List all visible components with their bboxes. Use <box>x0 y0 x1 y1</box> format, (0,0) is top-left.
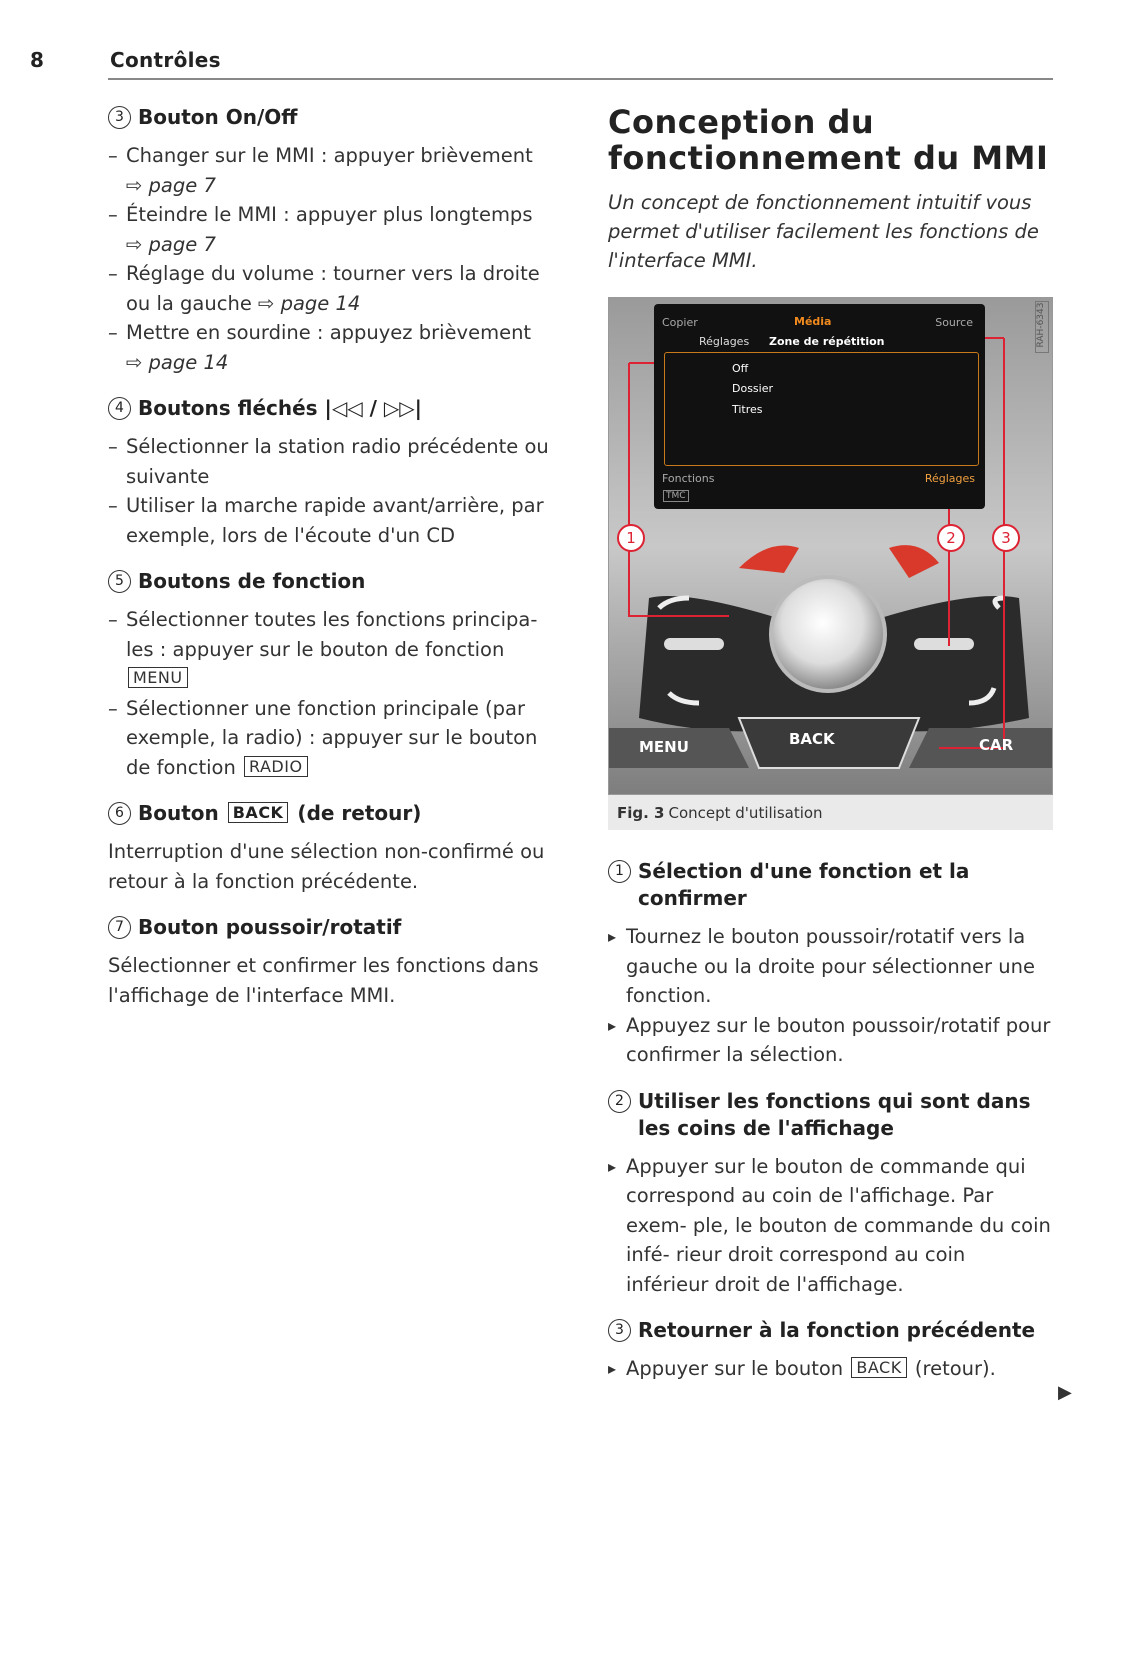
screen-option-tracks: Titres <box>732 403 763 416</box>
heading-text: Boutons fléchés |◁◁ / ▷▷| <box>138 396 422 420</box>
section-heading-select-confirm <box>608 858 1053 912</box>
previous-function-list <box>608 1354 1053 1384</box>
list-item: – Éteindre le MMI : appuyer plus longtemps ⇨ page 7 <box>108 200 563 259</box>
section-heading-on-off <box>108 104 563 131</box>
heading-text: Boutons de fonction <box>138 569 366 593</box>
mmi-screen <box>654 304 985 509</box>
section-heading-arrow-buttons <box>108 395 563 422</box>
list-item: – Sélectionner toutes les fonctions principa- les : appuyer sur le bouton de fonction MENU <box>108 605 563 694</box>
section-heading-back-button: 6 Bouton BACK (de retour) <box>108 800 563 827</box>
screen-option-off: Off <box>732 362 749 375</box>
circled-number: 4 <box>108 397 131 420</box>
left-column <box>108 104 563 1028</box>
screen-bottom-right: Réglages <box>924 472 975 485</box>
function-buttons-list <box>108 605 563 782</box>
figure-operating-concept <box>608 297 1053 830</box>
circled-number: 3 <box>608 1319 631 1342</box>
section-heading-rotary-button <box>108 914 563 941</box>
select-confirm-list <box>608 922 1053 1070</box>
circled-number: 1 <box>608 860 631 883</box>
section-heading-corner-functions <box>608 1088 1053 1142</box>
back-button-paragraph: Interruption d'une sélection non-confirmé ou retour à la fonction précédente. <box>108 840 545 893</box>
page-reference: ⇨ page 7 <box>126 173 216 197</box>
rotary-button-paragraph: Sélectionner et confirmer les fonctions dans l'affichage de l'interface MMI. <box>108 954 539 1007</box>
list-item: ▸ Appuyez sur le bouton poussoir/rotatif pour confirmer la sélection. <box>608 1011 1053 1070</box>
screen-breadcrumb-2: Zone de répétition <box>769 335 885 348</box>
callout-3: 3 <box>992 524 1020 552</box>
section-heading-function-buttons <box>108 568 563 595</box>
corner-functions-list <box>608 1152 1053 1300</box>
list-item: – Réglage du volume : tourner vers la droite ou la gauche ⇨ page 14 <box>108 259 563 318</box>
list-item: – Utiliser la marche rapide avant/arrière, par exemple, lors de l'écoute d'un CD <box>108 491 563 550</box>
figure-code: RAH-6343 <box>1035 301 1049 353</box>
page-reference: ⇨ page 14 <box>258 291 361 315</box>
callout-1: 1 <box>617 524 645 552</box>
screen-breadcrumb-1: Réglages <box>699 335 750 348</box>
screen-option-folder: Dossier <box>732 382 774 395</box>
list-item: ▸ Appuyer sur le bouton de commande qui correspond au coin de l'affichage. Par exem- ple, le bouton de commande du coin infé- rieur droit correspond au coin inférieur droit de l'affichage. <box>608 1152 1053 1300</box>
continue-arrow-icon: ▶ <box>1058 1382 1072 1403</box>
intro-paragraph: Un concept de fonctionnement intuitif vous permet d'utiliser facilement les fonctions de l'interface MMI. <box>608 191 1039 272</box>
section-heading-previous-function <box>608 1317 1053 1344</box>
list-item: ▸ Tournez le bouton poussoir/rotatif vers la gauche ou la droite pour sélectionner une fonction. <box>608 922 1053 1011</box>
screen-menu-frame <box>664 352 979 466</box>
figure-label: Fig. 3 <box>617 804 665 822</box>
list-item: – Sélectionner la station radio précédente ou suivante <box>108 432 563 491</box>
list-item: – Mettre en sourdine : appuyez brièvement ⇨ page 14 <box>108 318 563 377</box>
screen-tmc-badge: TMC <box>663 490 689 502</box>
radio-key-label: RADIO <box>244 756 308 777</box>
back-button-label: BACK <box>789 730 835 748</box>
back-key-label: BACK <box>228 802 289 823</box>
list-item: ▸ Appuyer sur le bouton BACK (retour). <box>608 1354 1053 1384</box>
callout-2: 2 <box>937 524 965 552</box>
rotary-knob <box>769 575 887 693</box>
right-column <box>608 104 1053 1402</box>
menu-button-label: MENU <box>639 738 689 756</box>
back-key-label: BACK <box>851 1357 906 1378</box>
circled-number: 2 <box>608 1090 631 1113</box>
circled-number: 6 <box>108 802 131 825</box>
section-title: Conception du fonctionnement du MMI <box>608 103 1049 177</box>
header-title: Contrôles <box>110 48 221 72</box>
list-item: – Sélectionner une fonction principale (par exemple, la radio) : appuyer sur le bouton de fonction RADIO <box>108 694 563 783</box>
arrow-buttons-list <box>108 432 563 550</box>
page-number: 8 <box>30 48 44 72</box>
screen-top-right: Source <box>935 316 973 329</box>
page-header <box>0 0 1141 90</box>
heading-text: Bouton poussoir/rotatif <box>138 915 402 939</box>
menu-key-label: MENU <box>128 667 188 688</box>
header-rule <box>108 78 1053 80</box>
page-reference: ⇨ page 7 <box>126 232 216 256</box>
screen-bottom-left: Fonctions <box>662 472 715 485</box>
circled-number: 7 <box>108 916 131 939</box>
heading-text: Bouton On/Off <box>138 105 298 129</box>
on-off-list <box>108 141 563 377</box>
mmi-control-photo <box>608 297 1053 795</box>
circled-number: 5 <box>108 570 131 593</box>
figure-caption-text: Concept d'utilisation <box>668 804 823 822</box>
heading-text: Retourner à la fonction précédente <box>638 1318 1036 1342</box>
heading-text: Sélection d'une fonction et la confirmer <box>638 859 970 910</box>
figure-caption <box>617 804 823 822</box>
screen-top-center: Média <box>794 315 832 328</box>
list-item: – Changer sur le MMI : appuyer brièvement ⇨ page 7 <box>108 141 563 200</box>
screen-top-left: Copier <box>662 316 698 329</box>
circled-number: 3 <box>108 106 131 129</box>
page-reference: ⇨ page 14 <box>126 350 229 374</box>
heading-text: Utiliser les fonctions qui sont dans les coins de l'affichage <box>638 1088 1031 1140</box>
car-button-label: CAR <box>979 736 1014 754</box>
